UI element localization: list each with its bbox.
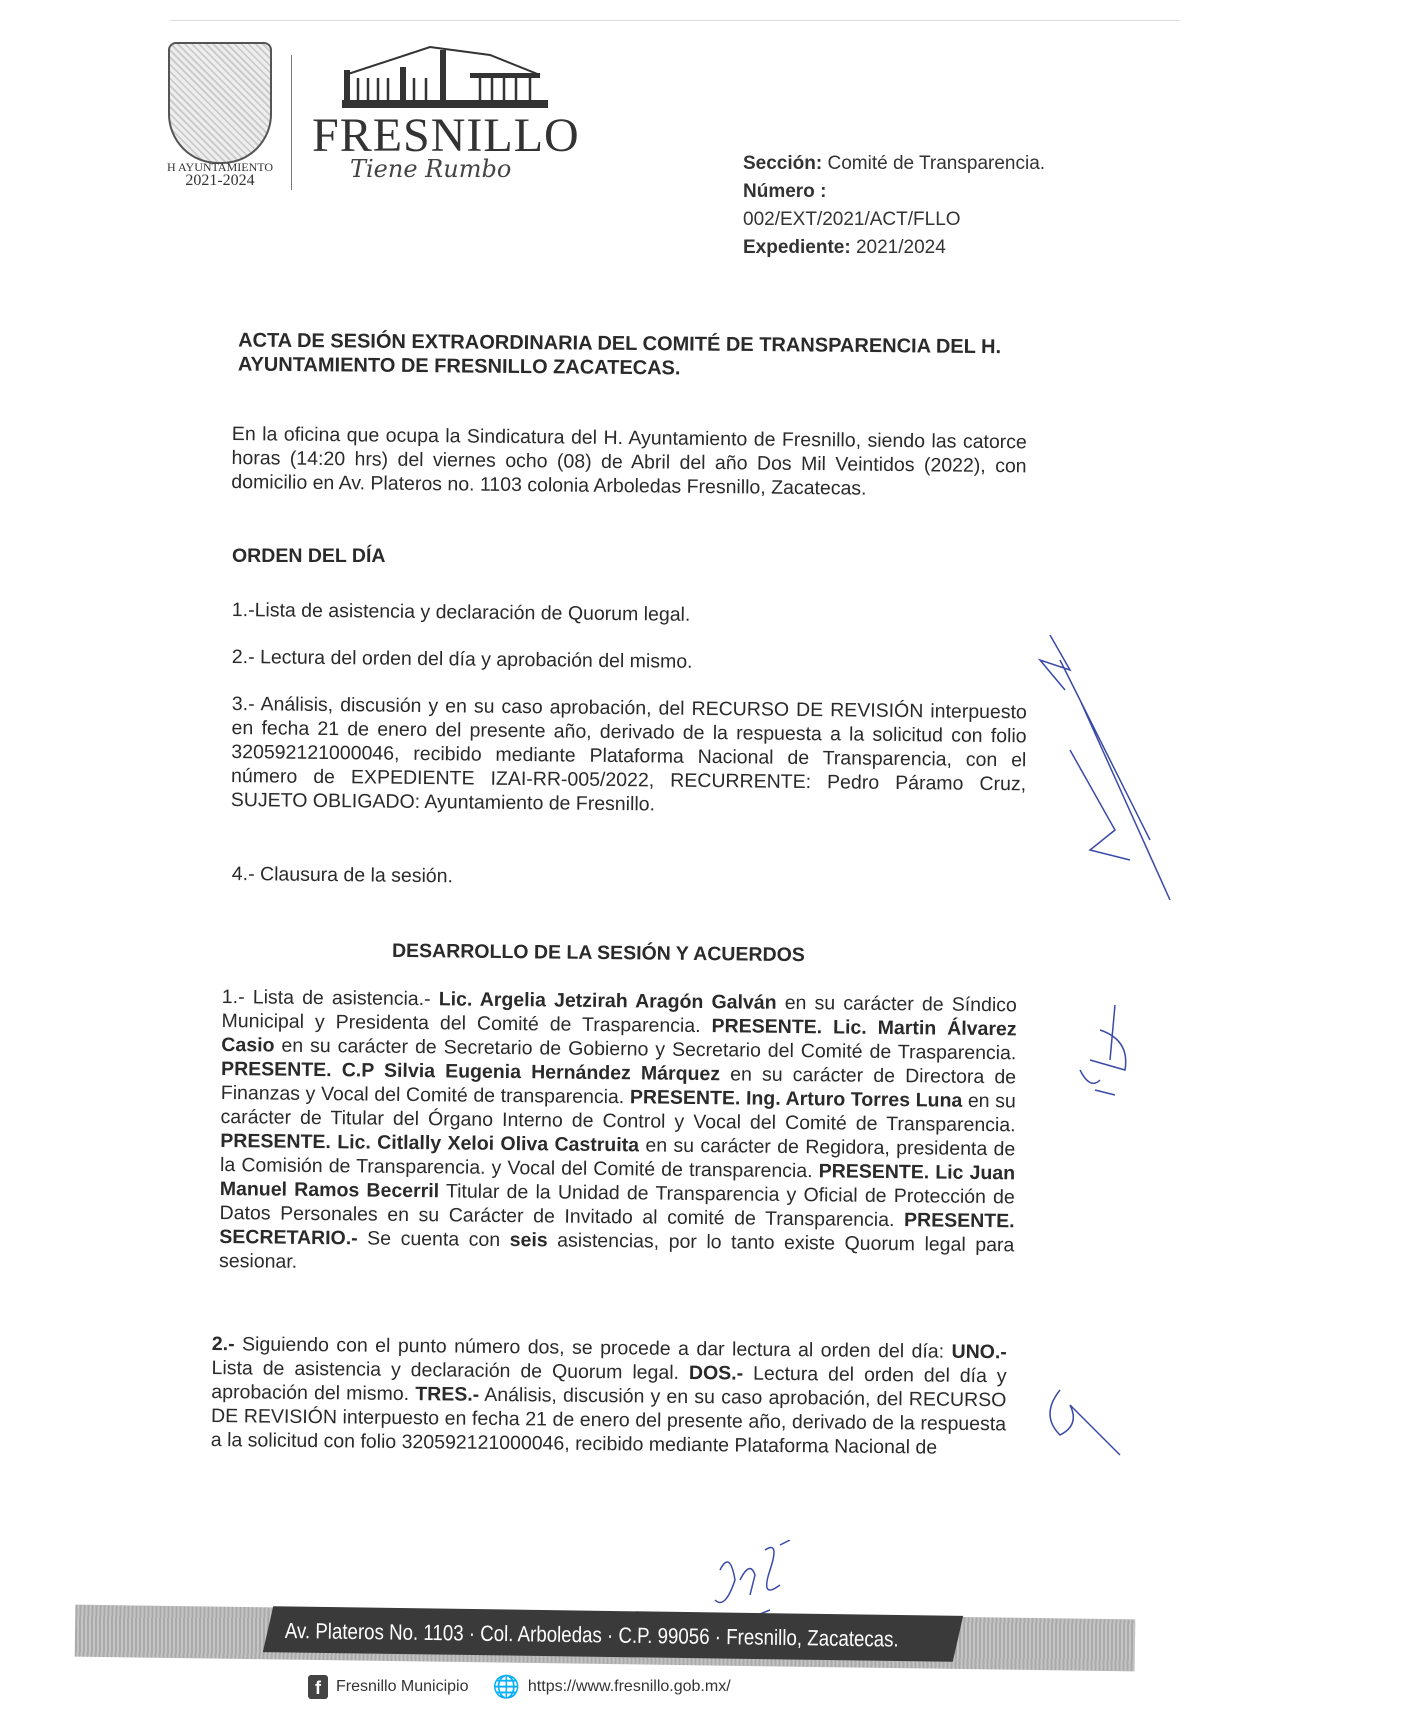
bold-text-segment: PRESENTE. Lic Juan Manuel Ramos Becerril xyxy=(219,1160,1016,1203)
text-segment: Titular de la Unidad de Transparencia y Oficial de Protección de Datos Personales en su Carácter de Invitado al comité de Transparencia. xyxy=(219,1180,1015,1232)
numero-value: 002/EXT/2021/ACT/FLLO xyxy=(743,209,961,230)
orden-item-4 xyxy=(232,862,1027,894)
text-segment: Lista de asistencia y declaración de Quorum legal. xyxy=(211,1356,690,1384)
orden-item-3 xyxy=(231,692,1027,820)
bold-text-segment: PRESENTE. C.P Silvia Eugenia Hernández Márquez xyxy=(221,1057,721,1086)
text-segment: Lectura del orden del día y aprobación del mismo. xyxy=(211,1362,1007,1406)
desarrollo-point-2 xyxy=(211,1332,1007,1460)
municipal-seal-logo xyxy=(168,42,272,164)
fresnillo-building-logo-icon xyxy=(340,45,550,110)
fresnillo-logo-wordmark: FRESNILLO xyxy=(312,109,580,162)
text-segment: Siguiendo con el punto número dos, se procede a dar lectura al orden del día: xyxy=(234,1333,952,1363)
bold-text-segment: 2.- xyxy=(211,1333,235,1356)
orden-item-1 xyxy=(232,598,1027,630)
expediente-label: Expediente: xyxy=(743,237,851,258)
footer-address: Av. Plateros No. 1103 · Col. Arboledas · C.P. 99056 · Fresnillo, Zacatecas. xyxy=(284,1618,899,1652)
bold-text-segment: PRESENTE. Lic. Martin Álvarez Casio xyxy=(221,1015,1017,1057)
signature-margin-1 xyxy=(1020,630,1180,910)
seal-caption-line1: H AYUNTAMIENTO xyxy=(166,160,274,174)
website-link[interactable]: https://www.fresnillo.gob.mx/ xyxy=(527,1678,731,1695)
logo-tagline: Tiene Rumbo xyxy=(350,155,512,183)
text-segment: En la oficina que ocupa la Sindicatura del H. Ayuntamiento de Fresnillo, siendo las catorce horas (14:20 hrs) del viernes ocho (08) de Abril del año Dos Mil Veintidos (2022), con domicilio en Av. Plateros no. 1103 colonia Arboledas Fresnillo, Zacatecas. xyxy=(231,422,1027,500)
facebook-label[interactable]: Fresnillo Municipio xyxy=(336,1678,469,1695)
signature-bottom xyxy=(710,1540,810,1620)
numero-label: Número : xyxy=(743,181,827,202)
text-segment: Análisis, discusión y en su caso aprobación, del RECURSO DE REVISIÓN interpuesto en fecha 21 de enero del presente año, derivado de la respuesta a la solicitud con folio 320592121000046, recibido mediante Plataforma Nacional de xyxy=(210,1383,1007,1459)
signature-margin-3 xyxy=(1040,1385,1130,1465)
orden-item-2 xyxy=(232,645,1027,677)
text-segment: en su carácter de Secretario de Gobierno y Secretario del Comité de Trasparencia. xyxy=(274,1034,1017,1065)
bold-text-segment: seis xyxy=(509,1229,548,1252)
text-segment: en su carácter de Regidora, presidenta de la Comisión de Transparencia. y Vocal del Comité de transparencia. xyxy=(219,1134,1016,1183)
seal-caption xyxy=(150,160,290,188)
document-title: ACTA DE SESIÓN EXTRAORDINARIA DEL COMITÉ DE TRANSPARENCIA DEL H. AYUNTAMIENTO DE FRESNILLO ZACATECAS. xyxy=(237,329,1002,380)
bold-text-segment: PRESENTE. Lic. Citlally Xeloi Oliva Castruita xyxy=(220,1129,640,1157)
intro-paragraph xyxy=(231,422,1027,502)
desarrollo-point-1 xyxy=(219,985,1017,1281)
seal-caption-years: 2021-2024 xyxy=(185,172,255,189)
bold-text-segment: PRESENTE. Ing. Arturo Torres Luna xyxy=(629,1086,963,1112)
signature-margin-2 xyxy=(1070,1000,1160,1100)
bold-text-segment: DOS.- xyxy=(688,1361,744,1385)
text-segment: asistencias, por lo tanto existe Quorum legal para sesionar. xyxy=(218,1229,1015,1273)
document-metadata xyxy=(743,150,1045,262)
text-segment: 4.- Clausura de la sesión. xyxy=(231,862,454,888)
footer-links xyxy=(308,1674,731,1700)
text-segment: en su carácter de Síndico Municipal y Presidenta del Comité de Trasparencia. xyxy=(221,991,1017,1038)
text-segment: en su carácter de Directora de Finanzas y Vocal del Comité de transparencia. xyxy=(220,1063,1017,1109)
facebook-icon: f xyxy=(308,1675,328,1699)
text-segment: 1.- Lista de asistencia.- xyxy=(221,985,439,1011)
bold-text-segment: PRESENTE. SECRETARIO.- xyxy=(219,1209,1015,1250)
scan-edge-line xyxy=(170,20,1180,21)
text-segment: en su carácter de Titular del Órgano Interno de Control y Vocal del Comité de Transparencia. xyxy=(220,1089,1016,1137)
bold-text-segment: TRES.- xyxy=(415,1383,480,1406)
orden-heading: ORDEN DEL DÍA xyxy=(232,545,386,567)
desarrollo-heading: DESARROLLO DE LA SESIÓN Y ACUERDOS xyxy=(391,939,805,967)
text-segment: 2.- Lectura del orden del día y aprobación del mismo. xyxy=(231,645,693,673)
text-segment: Se cuenta con xyxy=(357,1227,510,1252)
expediente-value: 2021/2024 xyxy=(855,237,946,258)
text-segment: 1.-Lista de asistencia y declaración de Quorum legal. xyxy=(231,598,691,626)
bold-text-segment: Lic. Argelia Jetzirah Aragón Galván xyxy=(438,988,777,1014)
seccion-value: Comité de Transparencia. xyxy=(827,153,1046,174)
text-segment: 3.- Análisis, discusión y en su caso aprobación, del RECURSO DE REVISIÓN interpuesto en fecha 21 de enero del presente año, derivado de la respuesta a la solicitud con folio 320592121000046, recibido mediante Plataforma Nacional de Transparencia, con el número de EXPEDIENTE IZAI-RR-005/2022, RECURRENTE: Pedro Páramo Cruz, SUJETO OBLIGADO: Ayuntamiento de Fresnillo. xyxy=(230,692,1027,816)
bold-text-segment: UNO.- xyxy=(951,1340,1007,1364)
seccion-label: Sección: xyxy=(743,153,823,174)
header-divider xyxy=(291,55,292,190)
globe-icon: 🌐 xyxy=(492,1674,520,1699)
